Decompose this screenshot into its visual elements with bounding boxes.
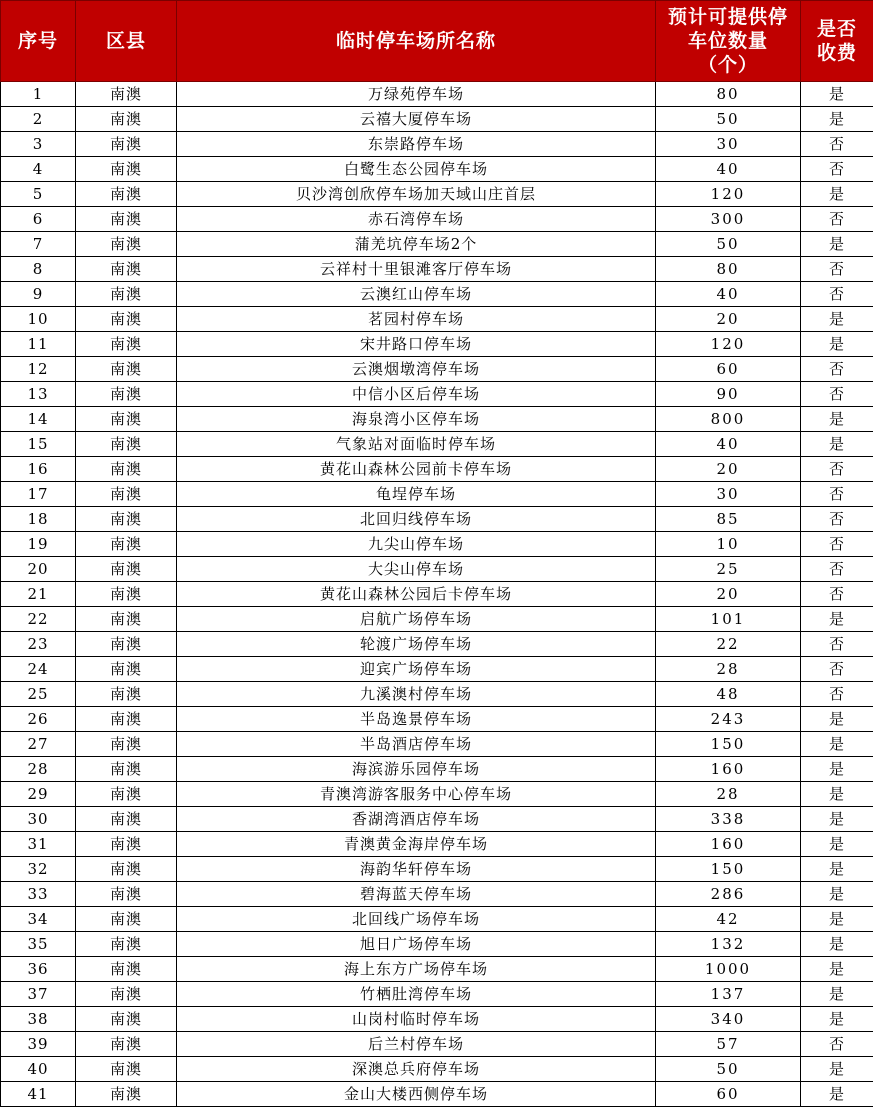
- cell-seq: 17: [1, 482, 76, 507]
- cell-fee: 否: [801, 257, 873, 282]
- cell-seq: 14: [1, 407, 76, 432]
- cell-name: 贝沙湾创欣停车场加天域山庄首层: [177, 182, 656, 207]
- cell-seq: 18: [1, 507, 76, 532]
- cell-spaces: 40: [656, 432, 801, 457]
- cell-district: 南澳: [76, 457, 177, 482]
- table-row: [1, 1007, 873, 1032]
- cell-fee: 否: [801, 532, 873, 557]
- cell-seq: 15: [1, 432, 76, 457]
- table-row: [1, 82, 873, 107]
- cell-name: 气象站对面临时停车场: [177, 432, 656, 457]
- cell-fee: 是: [801, 832, 873, 857]
- cell-fee: 是: [801, 932, 873, 957]
- table-row: [1, 857, 873, 882]
- cell-seq: 40: [1, 1057, 76, 1082]
- cell-fee: 是: [801, 732, 873, 757]
- cell-district: 南澳: [76, 282, 177, 307]
- cell-spaces: 160: [656, 757, 801, 782]
- cell-district: 南澳: [76, 482, 177, 507]
- cell-spaces: 150: [656, 732, 801, 757]
- table-row: [1, 607, 873, 632]
- cell-district: 南澳: [76, 707, 177, 732]
- cell-name: 大尖山停车场: [177, 557, 656, 582]
- table-row: [1, 907, 873, 932]
- cell-district: 南澳: [76, 232, 177, 257]
- cell-spaces: 42: [656, 907, 801, 932]
- cell-district: 南澳: [76, 882, 177, 907]
- cell-seq: 33: [1, 882, 76, 907]
- cell-district: 南澳: [76, 632, 177, 657]
- header-fee: 是否收费: [801, 1, 873, 82]
- cell-name: 茗园村停车场: [177, 307, 656, 332]
- cell-spaces: 57: [656, 1032, 801, 1057]
- cell-fee: 是: [801, 1057, 873, 1082]
- cell-spaces: 101: [656, 607, 801, 632]
- cell-seq: 31: [1, 832, 76, 857]
- table-row: [1, 732, 873, 757]
- cell-spaces: 40: [656, 282, 801, 307]
- header-spaces: 预计可提供停车位数量（个）: [656, 1, 801, 82]
- cell-district: 南澳: [76, 732, 177, 757]
- cell-district: 南澳: [76, 782, 177, 807]
- cell-fee: 否: [801, 657, 873, 682]
- cell-spaces: 300: [656, 207, 801, 232]
- cell-fee: 是: [801, 607, 873, 632]
- cell-name: 轮渡广场停车场: [177, 632, 656, 657]
- cell-fee: 是: [801, 82, 873, 107]
- cell-seq: 32: [1, 857, 76, 882]
- cell-name: 金山大楼西侧停车场: [177, 1082, 656, 1107]
- cell-district: 南澳: [76, 182, 177, 207]
- cell-district: 南澳: [76, 357, 177, 382]
- cell-spaces: 20: [656, 457, 801, 482]
- cell-name: 北回归线停车场: [177, 507, 656, 532]
- cell-seq: 6: [1, 207, 76, 232]
- cell-seq: 12: [1, 357, 76, 382]
- cell-fee: 否: [801, 557, 873, 582]
- cell-name: 黄花山森林公园后卡停车场: [177, 582, 656, 607]
- table-row: [1, 332, 873, 357]
- table-row: [1, 432, 873, 457]
- cell-fee: 否: [801, 682, 873, 707]
- table-row: [1, 107, 873, 132]
- cell-name: 九尖山停车场: [177, 532, 656, 557]
- table-row: [1, 507, 873, 532]
- table-row: [1, 932, 873, 957]
- cell-spaces: 10: [656, 532, 801, 557]
- cell-spaces: 20: [656, 307, 801, 332]
- table-row: [1, 657, 873, 682]
- cell-fee: 否: [801, 157, 873, 182]
- cell-name: 赤石湾停车场: [177, 207, 656, 232]
- cell-fee: 否: [801, 382, 873, 407]
- cell-spaces: 137: [656, 982, 801, 1007]
- cell-seq: 19: [1, 532, 76, 557]
- cell-seq: 4: [1, 157, 76, 182]
- cell-seq: 34: [1, 907, 76, 932]
- cell-seq: 26: [1, 707, 76, 732]
- cell-spaces: 338: [656, 807, 801, 832]
- cell-name: 东崇路停车场: [177, 132, 656, 157]
- cell-name: 云禧大厦停车场: [177, 107, 656, 132]
- cell-fee: 是: [801, 982, 873, 1007]
- cell-seq: 27: [1, 732, 76, 757]
- cell-name: 白鹭生态公园停车场: [177, 157, 656, 182]
- table-row: [1, 457, 873, 482]
- cell-fee: 是: [801, 182, 873, 207]
- header-name: 临时停车场所名称: [177, 1, 656, 82]
- cell-name: 海滨游乐园停车场: [177, 757, 656, 782]
- table-row: [1, 207, 873, 232]
- cell-fee: 是: [801, 332, 873, 357]
- cell-spaces: 25: [656, 557, 801, 582]
- cell-district: 南澳: [76, 107, 177, 132]
- cell-spaces: 80: [656, 82, 801, 107]
- cell-seq: 1: [1, 82, 76, 107]
- cell-spaces: 80: [656, 257, 801, 282]
- table-row: [1, 1032, 873, 1057]
- cell-spaces: 30: [656, 482, 801, 507]
- table-row: [1, 807, 873, 832]
- cell-name: 蒲羌坑停车场2个: [177, 232, 656, 257]
- table-row: [1, 182, 873, 207]
- cell-fee: 是: [801, 882, 873, 907]
- cell-district: 南澳: [76, 607, 177, 632]
- cell-fee: 是: [801, 857, 873, 882]
- cell-fee: 是: [801, 232, 873, 257]
- cell-district: 南澳: [76, 407, 177, 432]
- cell-spaces: 60: [656, 357, 801, 382]
- cell-district: 南澳: [76, 757, 177, 782]
- table-row: [1, 632, 873, 657]
- cell-name: 海上东方广场停车场: [177, 957, 656, 982]
- cell-district: 南澳: [76, 82, 177, 107]
- table-row: [1, 957, 873, 982]
- header-seq: 序号: [1, 1, 76, 82]
- cell-district: 南澳: [76, 957, 177, 982]
- cell-name: 竹栖肚湾停车场: [177, 982, 656, 1007]
- table-row: [1, 832, 873, 857]
- cell-seq: 28: [1, 757, 76, 782]
- cell-district: 南澳: [76, 1082, 177, 1107]
- cell-fee: 是: [801, 707, 873, 732]
- cell-name: 云祥村十里银滩客厅停车场: [177, 257, 656, 282]
- cell-name: 云澳红山停车场: [177, 282, 656, 307]
- cell-seq: 22: [1, 607, 76, 632]
- cell-seq: 35: [1, 932, 76, 957]
- cell-district: 南澳: [76, 1032, 177, 1057]
- table-row: [1, 482, 873, 507]
- cell-district: 南澳: [76, 932, 177, 957]
- cell-district: 南澳: [76, 507, 177, 532]
- cell-spaces: 150: [656, 857, 801, 882]
- cell-name: 香湖湾酒店停车场: [177, 807, 656, 832]
- cell-district: 南澳: [76, 582, 177, 607]
- table-row: [1, 982, 873, 1007]
- cell-spaces: 132: [656, 932, 801, 957]
- cell-district: 南澳: [76, 157, 177, 182]
- cell-district: 南澳: [76, 307, 177, 332]
- cell-seq: 30: [1, 807, 76, 832]
- cell-name: 云澳烟墩湾停车场: [177, 357, 656, 382]
- table-row: [1, 357, 873, 382]
- table-row: [1, 232, 873, 257]
- header-row: [1, 1, 873, 82]
- cell-spaces: 30: [656, 132, 801, 157]
- cell-seq: 24: [1, 657, 76, 682]
- cell-name: 龟埕停车场: [177, 482, 656, 507]
- cell-fee: 是: [801, 957, 873, 982]
- cell-name: 宋井路口停车场: [177, 332, 656, 357]
- table-row: [1, 1082, 873, 1107]
- cell-name: 后兰村停车场: [177, 1032, 656, 1057]
- table-row: [1, 257, 873, 282]
- table-row: [1, 707, 873, 732]
- cell-fee: 是: [801, 107, 873, 132]
- cell-fee: 否: [801, 282, 873, 307]
- cell-fee: 否: [801, 507, 873, 532]
- cell-district: 南澳: [76, 257, 177, 282]
- table-row: [1, 282, 873, 307]
- cell-seq: 2: [1, 107, 76, 132]
- cell-name: 迎宾广场停车场: [177, 657, 656, 682]
- table-row: [1, 382, 873, 407]
- cell-name: 青澳黄金海岸停车场: [177, 832, 656, 857]
- cell-district: 南澳: [76, 132, 177, 157]
- cell-fee: 是: [801, 907, 873, 932]
- header-district: 区县: [76, 1, 177, 82]
- cell-spaces: 48: [656, 682, 801, 707]
- cell-spaces: 90: [656, 382, 801, 407]
- cell-spaces: 22: [656, 632, 801, 657]
- cell-district: 南澳: [76, 557, 177, 582]
- cell-name: 海韵华轩停车场: [177, 857, 656, 882]
- cell-seq: 20: [1, 557, 76, 582]
- cell-seq: 23: [1, 632, 76, 657]
- cell-name: 半岛逸景停车场: [177, 707, 656, 732]
- cell-district: 南澳: [76, 832, 177, 857]
- cell-seq: 39: [1, 1032, 76, 1057]
- cell-seq: 10: [1, 307, 76, 332]
- cell-seq: 9: [1, 282, 76, 307]
- cell-fee: 否: [801, 582, 873, 607]
- cell-district: 南澳: [76, 807, 177, 832]
- cell-district: 南澳: [76, 207, 177, 232]
- cell-district: 南澳: [76, 432, 177, 457]
- table-row: [1, 407, 873, 432]
- cell-fee: 否: [801, 207, 873, 232]
- table-row: [1, 757, 873, 782]
- cell-seq: 36: [1, 957, 76, 982]
- cell-fee: 否: [801, 482, 873, 507]
- cell-spaces: 1000: [656, 957, 801, 982]
- cell-name: 山岗村临时停车场: [177, 1007, 656, 1032]
- cell-spaces: 800: [656, 407, 801, 432]
- cell-spaces: 160: [656, 832, 801, 857]
- cell-seq: 7: [1, 232, 76, 257]
- cell-seq: 38: [1, 1007, 76, 1032]
- cell-district: 南澳: [76, 382, 177, 407]
- cell-district: 南澳: [76, 682, 177, 707]
- table-row: [1, 557, 873, 582]
- cell-fee: 是: [801, 307, 873, 332]
- cell-spaces: 28: [656, 657, 801, 682]
- cell-fee: 否: [801, 1032, 873, 1057]
- cell-name: 碧海蓝天停车场: [177, 882, 656, 907]
- cell-district: 南澳: [76, 1057, 177, 1082]
- cell-spaces: 340: [656, 1007, 801, 1032]
- cell-fee: 否: [801, 457, 873, 482]
- table-row: [1, 1057, 873, 1082]
- cell-name: 深澳总兵府停车场: [177, 1057, 656, 1082]
- cell-name: 万绿苑停车场: [177, 82, 656, 107]
- cell-seq: 41: [1, 1082, 76, 1107]
- cell-name: 海泉湾小区停车场: [177, 407, 656, 432]
- cell-seq: 25: [1, 682, 76, 707]
- cell-spaces: 20: [656, 582, 801, 607]
- cell-district: 南澳: [76, 532, 177, 557]
- cell-spaces: 60: [656, 1082, 801, 1107]
- cell-seq: 5: [1, 182, 76, 207]
- table-body: [1, 82, 873, 1107]
- cell-district: 南澳: [76, 857, 177, 882]
- cell-fee: 是: [801, 807, 873, 832]
- cell-spaces: 50: [656, 1057, 801, 1082]
- cell-spaces: 50: [656, 107, 801, 132]
- cell-district: 南澳: [76, 907, 177, 932]
- cell-fee: 是: [801, 782, 873, 807]
- cell-fee: 是: [801, 1082, 873, 1107]
- table-row: [1, 307, 873, 332]
- cell-spaces: 85: [656, 507, 801, 532]
- cell-seq: 11: [1, 332, 76, 357]
- cell-district: 南澳: [76, 332, 177, 357]
- cell-seq: 21: [1, 582, 76, 607]
- cell-fee: 否: [801, 132, 873, 157]
- table-row: [1, 157, 873, 182]
- cell-name: 中信小区后停车场: [177, 382, 656, 407]
- cell-seq: 29: [1, 782, 76, 807]
- table-header: [1, 1, 873, 82]
- cell-seq: 13: [1, 382, 76, 407]
- cell-seq: 3: [1, 132, 76, 157]
- cell-fee: 否: [801, 632, 873, 657]
- cell-fee: 是: [801, 1007, 873, 1032]
- cell-name: 旭日广场停车场: [177, 932, 656, 957]
- table-row: [1, 682, 873, 707]
- cell-seq: 37: [1, 982, 76, 1007]
- table-row: [1, 582, 873, 607]
- cell-fee: 否: [801, 357, 873, 382]
- cell-name: 启航广场停车场: [177, 607, 656, 632]
- cell-spaces: 40: [656, 157, 801, 182]
- cell-name: 黄花山森林公园前卡停车场: [177, 457, 656, 482]
- table-row: [1, 782, 873, 807]
- cell-spaces: 243: [656, 707, 801, 732]
- cell-spaces: 120: [656, 182, 801, 207]
- cell-seq: 8: [1, 257, 76, 282]
- cell-district: 南澳: [76, 657, 177, 682]
- table-row: [1, 882, 873, 907]
- cell-fee: 是: [801, 757, 873, 782]
- cell-name: 北回线广场停车场: [177, 907, 656, 932]
- table-row: [1, 532, 873, 557]
- cell-name: 九溪澳村停车场: [177, 682, 656, 707]
- cell-seq: 16: [1, 457, 76, 482]
- cell-name: 青澳湾游客服务中心停车场: [177, 782, 656, 807]
- cell-district: 南澳: [76, 1007, 177, 1032]
- table-row: [1, 132, 873, 157]
- cell-spaces: 120: [656, 332, 801, 357]
- cell-fee: 是: [801, 407, 873, 432]
- cell-spaces: 28: [656, 782, 801, 807]
- cell-spaces: 286: [656, 882, 801, 907]
- cell-name: 半岛酒店停车场: [177, 732, 656, 757]
- cell-spaces: 50: [656, 232, 801, 257]
- cell-district: 南澳: [76, 982, 177, 1007]
- cell-fee: 是: [801, 432, 873, 457]
